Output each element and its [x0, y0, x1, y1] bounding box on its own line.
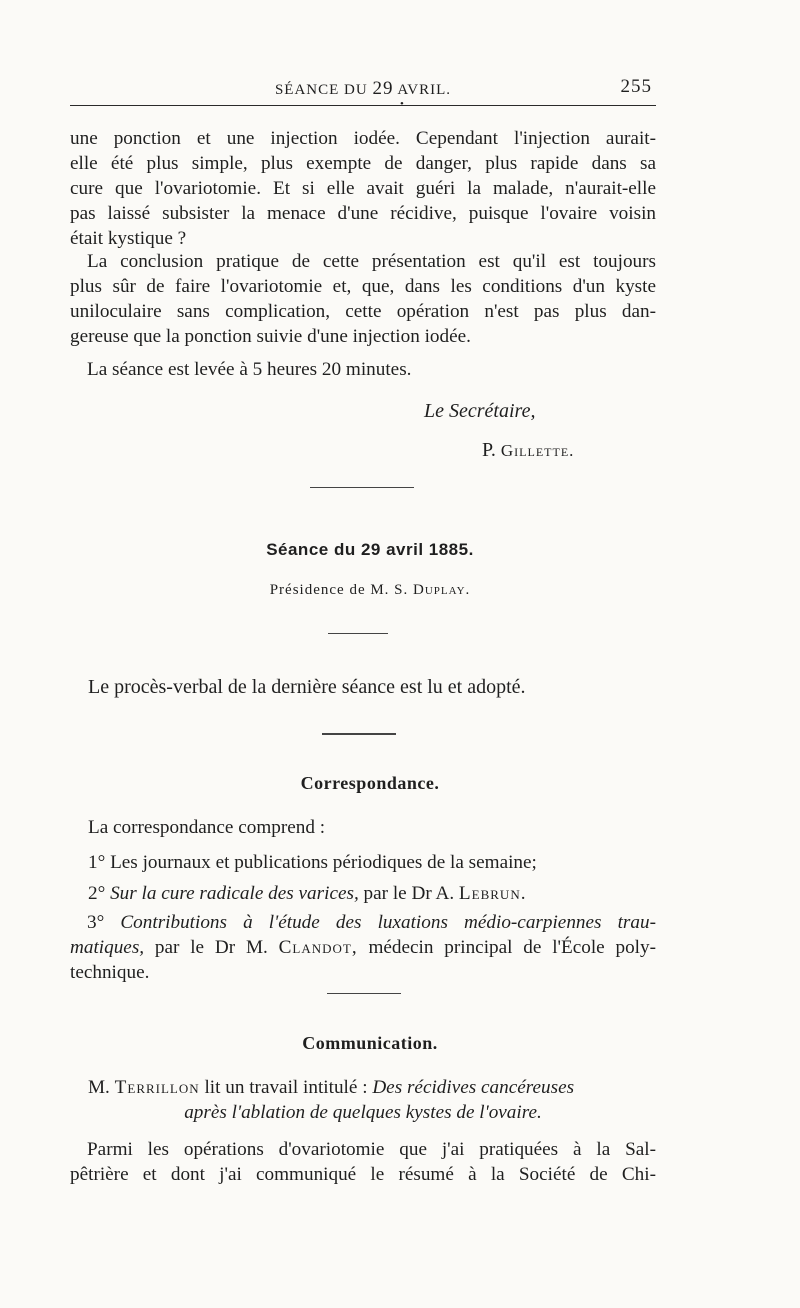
correspondence-item-2: 2° Sur la cure radicale des varices, par le Dr A. Lebrun. — [88, 883, 527, 904]
session-title: Séance du 29 avril 1885. — [266, 540, 474, 559]
presidence-line: Présidence de M. S. Duplay. — [269, 582, 471, 598]
section-divider — [310, 487, 414, 488]
communication-title-continued: après l'ablation de quelques kystes de l'ovaire. — [184, 1102, 542, 1123]
text-line: gereuse que la ponction suivie d'une injection iodée. — [70, 326, 471, 347]
communication-heading: Communication. — [302, 1033, 438, 1053]
running-title: SÉANCE DU 29 AVRIL. — [274, 78, 452, 99]
text-line: pas laissé subsister la menace d'une récidive, puisque l'ovaire voisin — [70, 203, 656, 224]
text-line: pêtrière et dont j'ai communiqué le résumé à la Société de Chi- — [70, 1164, 656, 1185]
text-line: était kystique ? — [70, 228, 187, 249]
running-head — [70, 76, 656, 98]
text-line: La conclusion pratique de cette présentation est qu'il est toujours — [87, 251, 656, 272]
signature-role: Le Secrétaire, — [424, 400, 536, 422]
intro-paragraph — [70, 126, 656, 251]
text-line: Parmi les opérations d'ovariotomie que j'ai pratiquées à la Sal- — [87, 1139, 656, 1160]
section-divider — [328, 633, 388, 634]
correspondence-item-3: 3° Contributions à l'étude des luxations médio-carpiennes trau- matiques, par le Dr M. Clandot, médecin principal de l'École poly- technique. — [70, 912, 656, 983]
page-number: 255 — [620, 76, 652, 97]
text-line: cure que l'ovariotomie. Et si elle avait guéri la malade, n'aurait-elle — [70, 178, 656, 199]
closing-statement: La séance est levée à 5 heures 20 minutes. — [87, 359, 412, 380]
signature-name: P. Gillette. — [482, 439, 575, 461]
correspondence-heading: Correspondance. — [300, 773, 440, 793]
text-line: uniloculaire sans complication, cette opération n'est pas plus dan- — [70, 301, 656, 322]
text-line: plus sûr de faire l'ovariotomie et, que, dans les conditions d'un kyste — [70, 276, 656, 297]
conclusion-paragraph — [70, 249, 656, 349]
communication-lead: M. Terrillon lit un travail intitulé : Des récidives cancéreuses — [88, 1077, 575, 1098]
header-rule — [70, 105, 656, 106]
minutes-statement: Le procès-verbal de la dernière séance est lu et adopté. — [88, 676, 526, 698]
correspondence-item-1: 1° Les journaux et publications périodiques de la semaine; — [88, 852, 537, 873]
correspondence-intro: La correspondance comprend : — [88, 817, 326, 838]
text-line: elle été plus simple, plus exempte de danger, plus rapide dans sa — [70, 153, 656, 174]
section-divider — [327, 993, 401, 994]
text-line: une ponction et une injection iodée. Cependant l'injection aurait- — [70, 128, 656, 149]
printer-mark: • — [400, 98, 404, 110]
section-divider — [322, 733, 396, 735]
final-paragraph — [70, 1137, 656, 1187]
